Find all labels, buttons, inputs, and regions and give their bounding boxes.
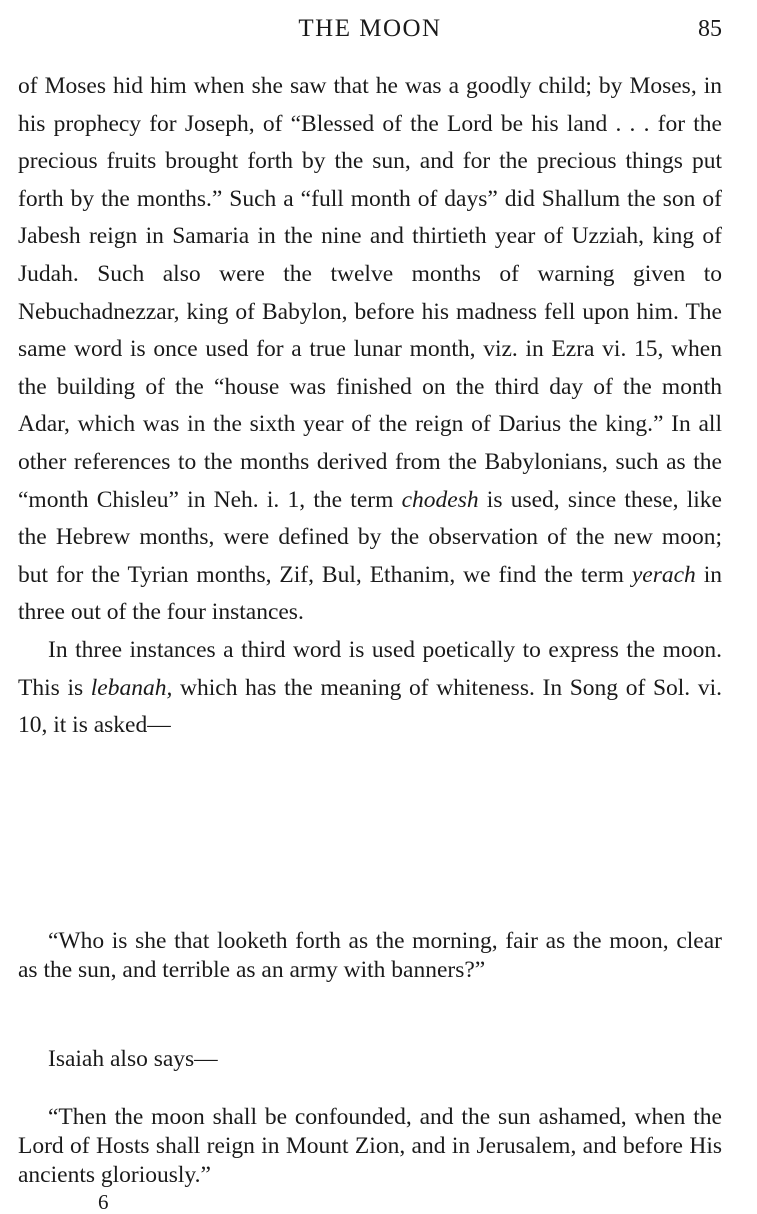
paragraph-text: In three instances a third word is used poetically to express the moon. This is xyxy=(18,636,722,701)
paragraph-text: in three out of the four instances. xyxy=(18,561,723,626)
signature-mark: 6 xyxy=(98,1190,109,1214)
block-quote-isaiah: “Then the moon shall be confounded, and the sun ashamed, when the Lord of Hosts shall reign in Mount Zion, and in Jerusalem, and before His ancients gloriously.” xyxy=(18,1104,722,1188)
paragraph-lebanah xyxy=(18,632,722,745)
paragraph-text: is used, since these, like the Hebrew months, were defined by the observation of the new moon; but for the Tyrian months, Zif, Bul, Ethanim, we find the term xyxy=(18,486,722,588)
hebrew-term-chodesh: chodesh xyxy=(401,486,479,513)
paragraph-text: of Moses hid him when she saw that he was a goodly child; by Moses, in his prophecy for Joseph, of “Blessed of the Lord be his land . . . for the precious fruits brought forth by the sun, and for the precious things put forth by the months.” Such a “full month of days” did Shallum the son of Jabesh reign in Samaria in the nine and thirtieth year of Uzziah, king of Judah. Such also were the twelve months of warning given to Nebuchadnezzar, king of Babylon, before his madness fell upon him. The same word is once used for a true lunar month, viz. in Ezra vi. 15, when the building of the “house was finished on the third day of the month Adar, which was in the sixth year of the reign of Darius the king.” In all other references to the months derived from the Babylonians, such as the “month Chisleu” in Neh. i. 1, the term xyxy=(18,73,722,513)
running-head xyxy=(18,12,722,46)
paragraph-continued xyxy=(18,68,722,632)
running-title: THE MOON xyxy=(298,15,442,42)
hebrew-term-lebanah: lebanah, xyxy=(90,674,173,701)
hebrew-term-yerach: yerach xyxy=(631,561,696,588)
block-quote-song-of-solomon: “Who is she that looketh forth as the morning, fair as the moon, clear as the sun, and terrible as an army with banners?” xyxy=(18,928,722,983)
page-number: 85 xyxy=(698,16,722,42)
body-text xyxy=(18,68,722,745)
paragraph-text: which has the meaning of whiteness. In Song of Sol. vi. 10, it is asked— xyxy=(18,674,722,739)
quote-lead-in: Isaiah also says— xyxy=(48,1046,218,1072)
